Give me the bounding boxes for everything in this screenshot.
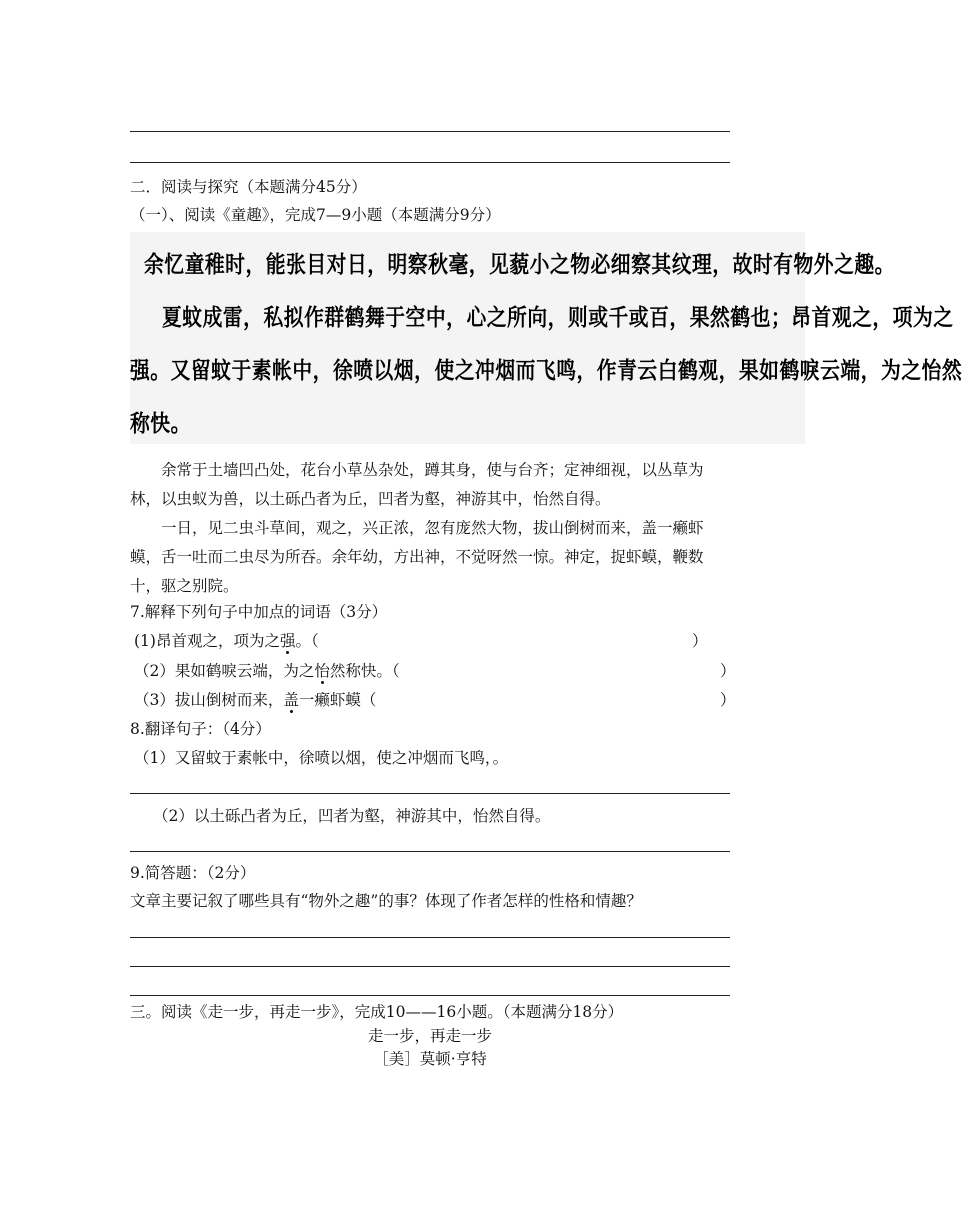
answer-line [130, 162, 730, 163]
article-title: 走一步，再走一步 [367, 1027, 492, 1045]
item-text: （3）拔山倒树而来， [134, 691, 284, 709]
scanned-passage-image [130, 232, 962, 444]
section-heading: 三。阅读《走一步，再走一步》，完成10——16小题。（本题满分18分） [130, 1003, 624, 1021]
answer-paren-close: ） [720, 691, 736, 709]
answer-line [130, 851, 730, 852]
scan-line: 余忆童稚时，能张目对日，明察秋毫，见藐小之物必细察其纹理，故时有物外之趣。 [144, 252, 895, 278]
answer-line [130, 793, 730, 794]
answer-paren-close: ） [692, 632, 708, 650]
question-8-item-2: （2）以土砾凸者为丘，凹者为壑，神游其中，怡然自得。 [153, 807, 551, 825]
question-7-item-2 [134, 661, 400, 681]
answer-line [130, 995, 730, 996]
item-text: (1)昂首观之，项为之 [134, 632, 280, 650]
item-text: 。（ [295, 632, 319, 650]
part-heading: （一）、阅读《童趣》，完成7—9小题（本题满分9分） [130, 206, 501, 224]
section-heading: 二．阅读与探究（本题满分45分） [130, 178, 367, 196]
question-8-item-1: （1）又留蚊于素帐中，徐喷以烟，使之冲烟而飞鸣，。 [134, 749, 509, 767]
scan-line: 夏蚊成雷，私拟作群鹤舞于空中，心之所向，则或千或百，果然鹤也；昂首观之，项为之 [162, 305, 954, 331]
answer-line [130, 937, 730, 938]
passage-paragraph: 一日，见二虫斗草间，观之，兴正浓，忽有庞然大物，拔山倒树而来，盖一癞虾蟆，舌一吐而二虫尽为所吞。余年幼，方出神，不觉呀然一惊。神定，捉虾蟆，鞭数十，驱之别院。 [130, 519, 704, 595]
dotted-word: 盖 [283, 691, 299, 709]
scan-line: 强。又留蚊于素帐中，徐喷以烟，使之冲烟而飞鸣，作青云白鹤观，果如鹤唳云端，为之怡然 [130, 358, 962, 384]
item-text: 然称快。（ [329, 662, 400, 680]
answer-line [130, 131, 730, 132]
question-8-title: 8.翻译句子：（4分） [130, 720, 271, 738]
dotted-word: 强 [279, 632, 296, 650]
question-7-item-3 [134, 690, 376, 710]
answer-paren-close: ） [720, 662, 736, 680]
item-text: 一癞虾蟆（ [298, 691, 377, 709]
question-7-title: 7.解释下列句子中加点的词语（3分） [130, 603, 388, 621]
scan-line: 称快。 [130, 411, 191, 437]
answer-line [130, 966, 730, 967]
article-author: ［美］莫顿·亨特 [373, 1050, 487, 1068]
question-7-item-1 [134, 631, 319, 651]
question-9-text: 文章主要记叙了哪些具有“物外之趣”的事？体现了作者怎样的性格和情趣？ [130, 892, 642, 910]
question-9-title: 9.简答题：（2分） [130, 864, 256, 882]
dotted-word: 怡 [314, 662, 330, 680]
passage-paragraph: 余常于土墙凹凸处，花台小草丛杂处，蹲其身，使与台齐；定神细视，以丛草为林，以虫蚁为兽，以土砾凸者为丘，凹者为壑，神游其中，怡然自得。 [130, 461, 704, 508]
item-text: （2）果如鹤唳云端，为之 [134, 662, 315, 680]
